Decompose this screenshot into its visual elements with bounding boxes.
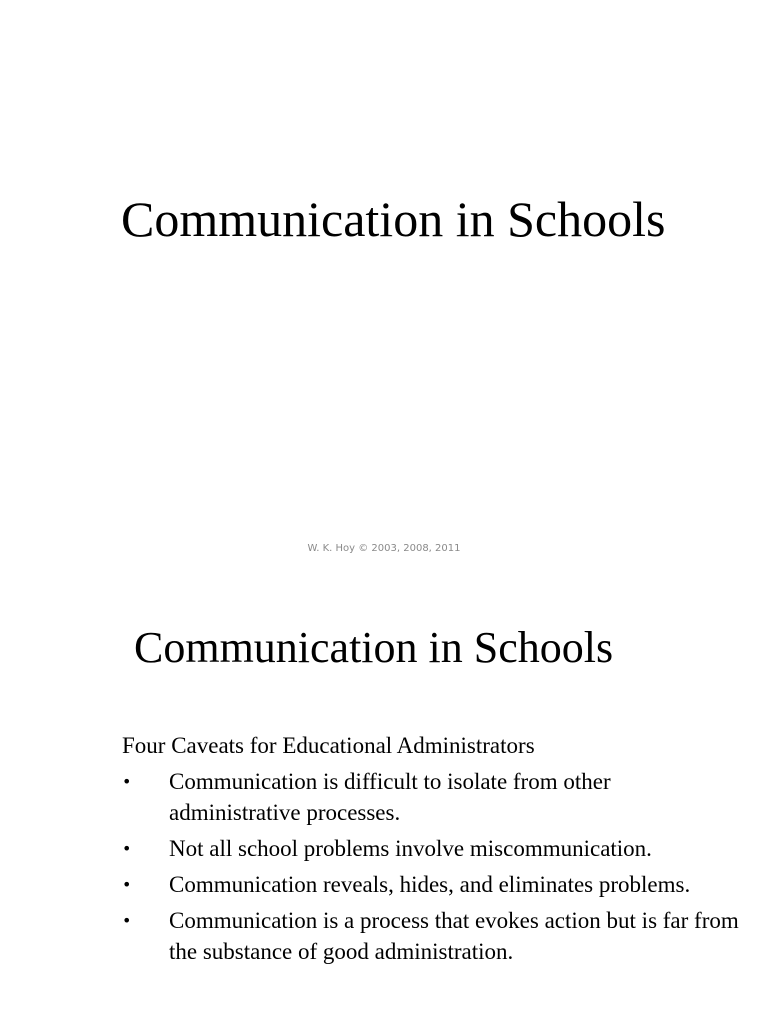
bullet-item <box>122 905 742 967</box>
bullet-text: Not all school problems involve miscommunication. <box>169 836 652 861</box>
bullet-text: Communication reveals, hides, and eliminates problems. <box>169 872 691 897</box>
slide-body <box>122 730 742 967</box>
bullet-icon: • <box>122 839 132 858</box>
slide-title: Communication in Schools <box>121 191 666 247</box>
caveats-list <box>122 766 742 967</box>
bullet-item <box>122 766 742 828</box>
bullet-item <box>122 833 742 864</box>
bullet-icon: • <box>122 772 132 791</box>
bullet-icon: • <box>122 875 132 894</box>
bullet-icon: • <box>122 911 132 930</box>
slide-2 <box>0 590 768 1024</box>
bullet-item <box>122 869 742 900</box>
bullet-text: Communication is difficult to isolate from other administrative processes. <box>169 769 611 825</box>
copyright-footer: W. K. Hoy © 2003, 2008, 2011 <box>307 543 461 554</box>
bullet-text: Communication is a process that evokes action but is far from the substance of good administration. <box>169 908 739 964</box>
caveats-heading: Four Caveats for Educational Administrators <box>122 733 535 758</box>
slide-title: Communication in Schools <box>134 623 614 672</box>
